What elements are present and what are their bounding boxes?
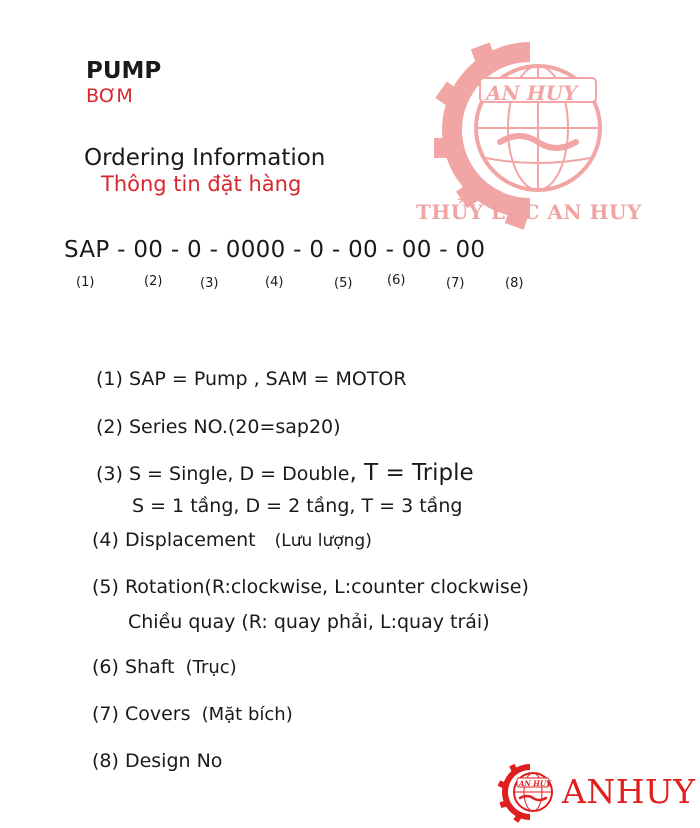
item-7	[92, 703, 293, 725]
item-3-text: (3) S = Single, D = Double	[96, 463, 350, 485]
position-label: (7)	[446, 276, 465, 291]
footer-badge-text: AN HUY	[519, 779, 551, 788]
item-3-sub: S = 1 tầng, D = 2 tầng, T = 3 tầng	[132, 495, 463, 517]
model-code: SAP - 00 - 0 - 0000 - 0 - 00 - 00 - 00	[64, 237, 486, 263]
item-4	[92, 529, 372, 551]
position-label: (6)	[387, 273, 406, 288]
item-7-vi: (Mặt bích)	[201, 704, 293, 725]
item-3-triple: , T = Triple	[349, 460, 474, 486]
watermark-logo-text: AN HUY	[486, 81, 578, 105]
position-label: (5)	[334, 276, 353, 291]
section-title-vi: Thông tin đặt hàng	[101, 172, 302, 196]
item-1: (1) SAP = Pump , SAM = MOTOR	[96, 368, 407, 390]
item-6	[92, 656, 237, 678]
position-label: (3)	[200, 276, 219, 291]
item-4-vi: (Lưu lượng)	[274, 531, 372, 551]
position-label: (8)	[505, 276, 524, 291]
item-3	[96, 460, 474, 486]
item-6-vi: (Trục)	[185, 657, 237, 678]
item-8: (8) Design No	[92, 750, 223, 772]
product-title: PUMP	[86, 58, 162, 84]
product-title-vi: BƠM	[86, 85, 133, 107]
position-label: (1)	[76, 275, 95, 290]
item-4-text: (4) Displacement	[92, 529, 256, 551]
position-label: (4)	[265, 275, 284, 290]
watermark-company: THỦY LỰC AN HUY	[416, 200, 642, 224]
item-2: (2) Series NO.(20=sap20)	[96, 416, 341, 438]
anhuy-footer-logo-icon	[498, 760, 562, 824]
item-7-text: (7) Covers	[92, 703, 191, 725]
position-label: (2)	[144, 274, 163, 289]
section-title: Ordering Information	[84, 145, 326, 171]
footer-brand: ANHUY	[562, 772, 696, 811]
item-5: (5) Rotation(R:clockwise, L:counter clockwise)	[92, 576, 529, 598]
item-5-sub: Chiều quay (R: quay phải, L:quay trái)	[128, 611, 490, 633]
item-6-text: (6) Shaft	[92, 656, 175, 678]
